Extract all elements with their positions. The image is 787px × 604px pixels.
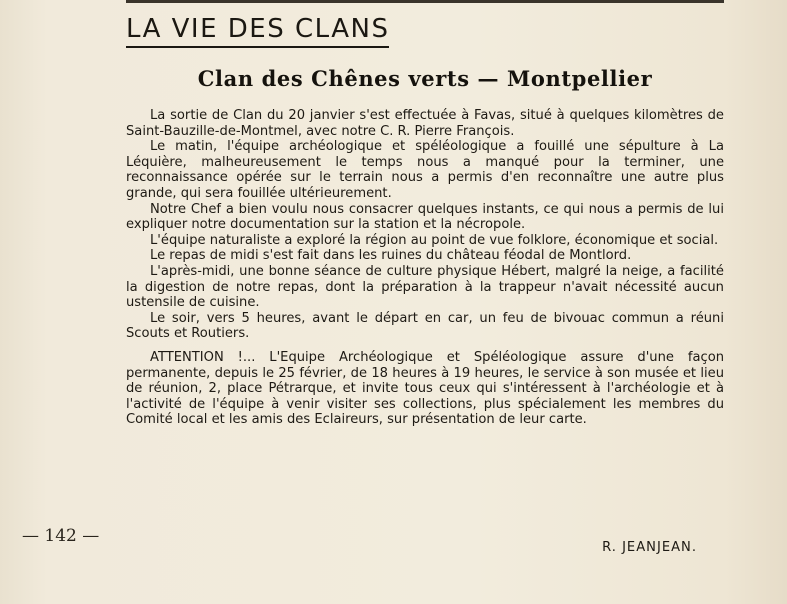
article-body (126, 108, 724, 428)
paragraph: La sortie de Clan du 20 janvier s'est effectuée à Favas, situé à quelques kilomètres de Saint-Bauzille-de-Montmel, avec notre C. R. Pierre François. (126, 108, 724, 139)
paragraph: Le soir, vers 5 heures, avant le départ en car, un feu de bivouac commun a réuni Scouts et Routiers. (126, 310, 724, 342)
attention-paragraph: ATTENTION !... L'Equipe Archéologique et Spéléologique assure d'une façon permanente, depuis le 25 février, de 18 heures à 19 heures, le service à son musée et lieu de réunion, 2, place Pétrarque, et invite tous ceux qui s'intéressent à l'archéologie et à l'activité de l'équipe à venir visiter ses collections, plus spécialement les membres du Comité local et les amis des Eclaireurs, sur présentation de leur carte. (126, 349, 724, 428)
section-title: LA VIE DES CLANS (126, 14, 389, 48)
paragraph: Le repas de midi s'est fait dans les ruines du château féodal de Montlord. (150, 248, 632, 264)
paragraph: Notre Chef a bien voulu nous consacrer quelques instants, ce qui nous a permis de lui expliquer notre documentation sur la station et la nécropole. (126, 201, 724, 233)
top-rule (126, 0, 724, 3)
signature: R. JEANJEAN. (602, 540, 697, 555)
paragraph: L'équipe naturaliste a exploré la région au point de vue folklore, économique et social. (150, 232, 719, 248)
paragraph: L'après-midi, une bonne séance de culture physique Hébert, malgré la neige, a facilité la digestion de notre repas, dont la préparation à la trappeur n'avait nécessité aucun ustensile de cuisine. (126, 263, 724, 311)
paragraph: Le matin, l'équipe archéologique et spéléologique a fouillé une sépulture à La Léquière, malheureusement le temps nous a manqué pour la terminer, une reconnaissance opérée sur le terrain nous a permis d'en reconnaître une autre plus grande, qui sera fouillée ultérieurement. (126, 139, 724, 201)
article-title: Clan des Chênes verts — Montpellier (197, 66, 653, 91)
page-number: — 142 — (22, 526, 100, 546)
